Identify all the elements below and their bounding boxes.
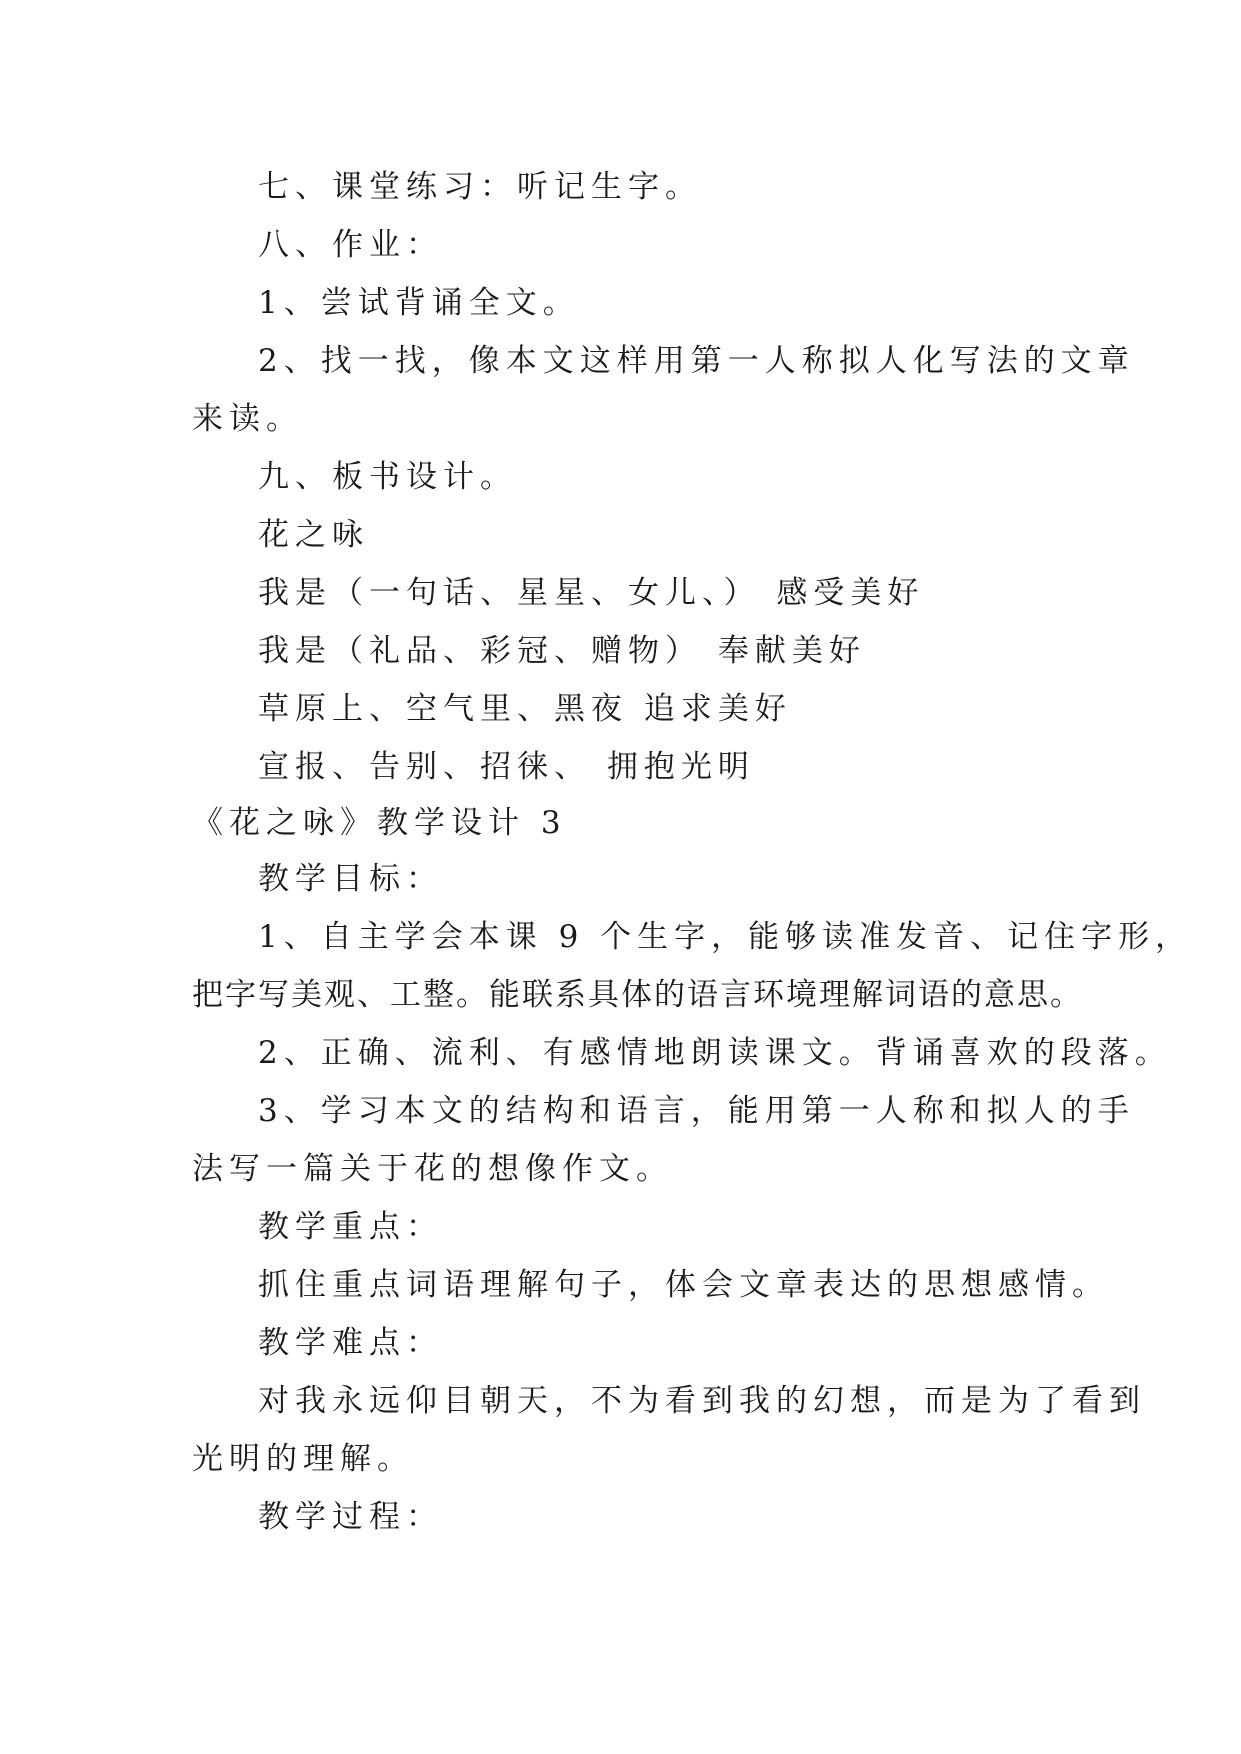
teaching-goals-heading: 教学目标： (258, 861, 443, 897)
board-line-1: 我是（一句话、星星、女儿、） 感受美好 (258, 575, 925, 611)
document-page (192, 158, 1193, 1546)
difficulties-text-continued: 光明的理解。 (192, 1441, 414, 1477)
section-homework-heading: 八、作业： (258, 227, 443, 263)
board-title: 花之咏 (258, 517, 369, 553)
goal-2: 2、正确、流利、有感情地朗读课文。背诵喜欢的段落。 (258, 1035, 1172, 1071)
difficulties-text: 对我永远仰目朝天，不为看到我的幻想，而是为了看到 (258, 1383, 1146, 1419)
board-line-2: 我是（礼品、彩冠、赠物） 奉献美好 (258, 633, 866, 669)
goal-3: 3、学习本文的结构和语言，能用第一人称和拟人的手 (258, 1093, 1135, 1129)
key-points-heading: 教学重点： (258, 1209, 443, 1245)
homework-item-2-continued: 来读。 (192, 401, 303, 437)
goal-3-continued: 法写一篇关于花的想像作文。 (192, 1151, 673, 1187)
section-classroom-practice: 七、课堂练习：听记生字。 (258, 169, 702, 205)
goal-1: 1、自主学会本课 9 个生字，能够读准发音、记住字形， (258, 919, 1193, 955)
difficulties-heading: 教学难点： (258, 1325, 443, 1361)
board-line-4: 宣报、告别、招徕、 拥抱光明 (258, 749, 755, 785)
board-line-3: 草原上、空气里、黑夜 追求美好 (258, 691, 792, 727)
homework-item-1: 1、尝试背诵全文。 (258, 285, 580, 321)
lesson-design-title: 《花之咏》教学设计 3 (192, 805, 567, 841)
section-board-design: 九、板书设计。 (258, 459, 517, 495)
teaching-process-heading: 教学过程： (258, 1499, 443, 1535)
key-points-text: 抓住重点词语理解句子，体会文章表达的思想感情。 (258, 1267, 1109, 1303)
homework-item-2: 2、找一找，像本文这样用第一人称拟人化写法的文章 (258, 343, 1135, 379)
goal-1-continued: 把字写美观、工整。能联系具体的语言环境理解词语的意思。 (192, 977, 1083, 1013)
